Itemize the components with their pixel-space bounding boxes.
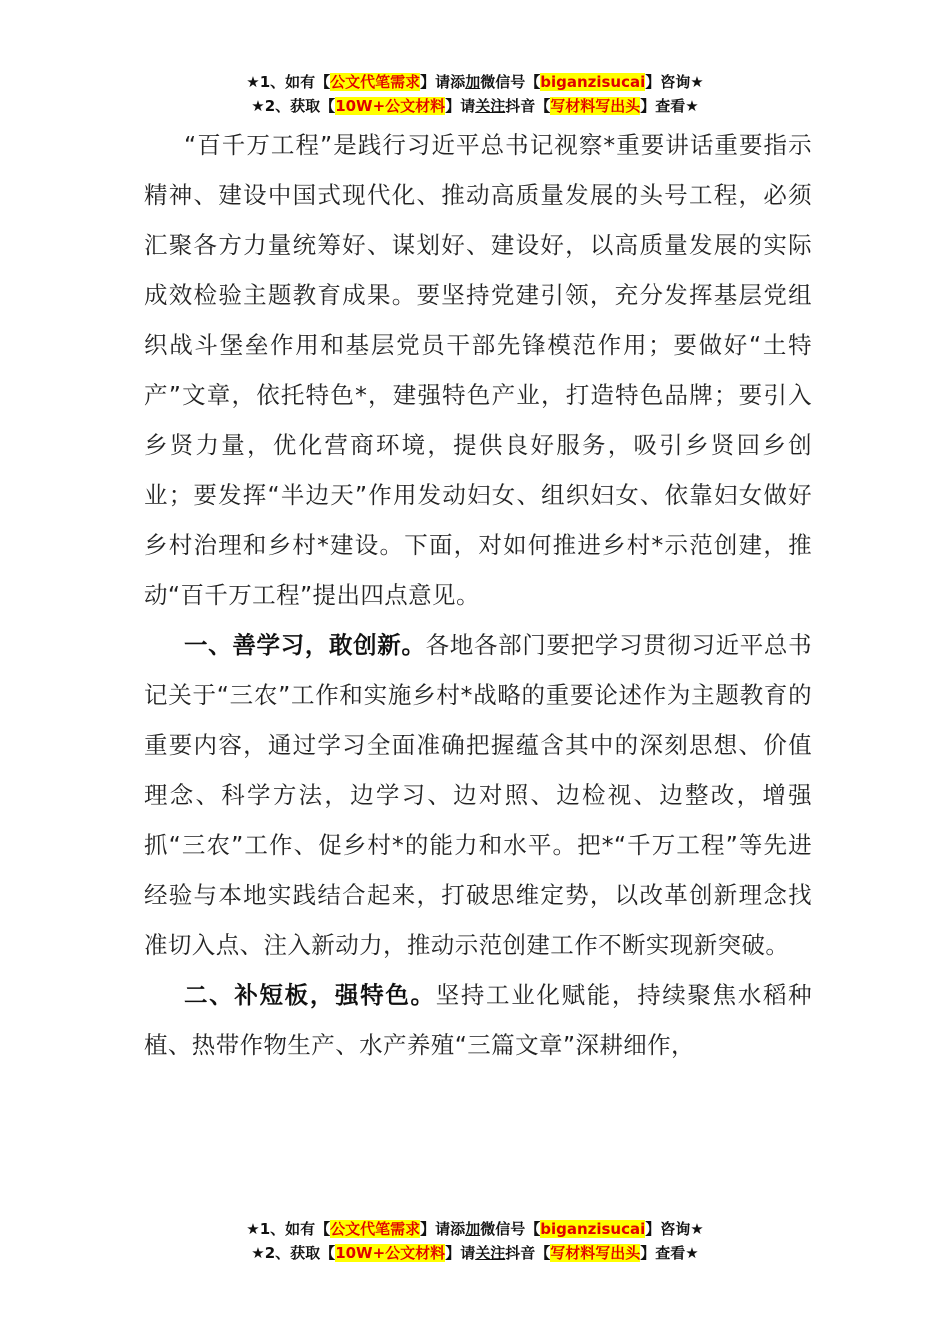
- banner-text: 】查看★: [640, 1244, 699, 1262]
- banner-text: ★2、获取【: [251, 1244, 336, 1262]
- banner-line-2: [0, 1241, 950, 1265]
- banner-text: 】查看★: [640, 97, 699, 115]
- banner-text: 微信号【: [480, 73, 541, 91]
- paragraph-section-2: [144, 970, 812, 1070]
- paragraph-section-1: [144, 620, 812, 970]
- banner-highlight: 10W+公文材料: [335, 1244, 446, 1262]
- banner-highlight: biganzisucai: [540, 1220, 646, 1238]
- banner-line-1: [0, 70, 950, 94]
- banner-underline: 关注: [475, 97, 506, 115]
- paragraph-intro: [144, 120, 812, 620]
- paragraph-text: “百千万工程”是践行习近平总书记视察*重要讲话重要指示精神、建设中国式现代化、推动高质量发展的头号工程，必须汇聚各方力量统筹好、谋划好、建设好，以高质量发展的实际成效检验主题教育成果。要坚持党建引领，充分发挥基层党组织战斗堡垒作用和基层党员干部先锋模范作用；要做好“土特产”文章，依托特色*，建强特色产业，打造特色品牌；要引入乡贤力量，优化营商环境，提供良好服务，吸引乡贤回乡创业；要发挥“半边天”作用发动妇女、组织妇女、依靠妇女做好乡村治理和乡村*建设。下面，对如何推进乡村*示范创建，推动“百千万工程”提出四点意见。: [144, 131, 812, 609]
- section-heading: 二、补短板，强特色。: [184, 981, 436, 1009]
- banner-text: 】咨询★: [645, 1220, 704, 1238]
- header-banner: [0, 70, 950, 118]
- banner-text: 抖音【: [505, 97, 551, 115]
- banner-line-2: [0, 94, 950, 118]
- section-heading: 一、善学习，敢创新。: [184, 631, 426, 659]
- banner-highlight: 公文代笔需求: [330, 1220, 421, 1238]
- banner-underline: 加: [465, 73, 481, 91]
- banner-text: 】请添: [420, 73, 466, 91]
- banner-line-1: [0, 1217, 950, 1241]
- paragraph-text: 各地各部门要把学习贯彻习近平总书记关于“三农”工作和实施乡村*战略的重要论述作为主题教育的重要内容，通过学习全面准确把握蕴含其中的深刻思想、价值理念、科学方法，边学习、边对照、边检视、边整改，增强抓“三农”工作、促乡村*的能力和水平。把*“千万工程”等先进经验与本地实践结合起来，打破思维定势，以改革创新理念找准切入点、注入新动力，推动示范创建工作不断实现新突破。: [144, 631, 812, 959]
- banner-text: ★1、如有【: [246, 1220, 331, 1238]
- banner-text: ★2、获取【: [251, 97, 336, 115]
- banner-underline: 加: [465, 1220, 481, 1238]
- banner-highlight: 公文代笔需求: [330, 73, 421, 91]
- banner-text: 】咨询★: [645, 73, 704, 91]
- banner-text: 抖音【: [505, 1244, 551, 1262]
- banner-highlight: biganzisucai: [540, 73, 646, 91]
- banner-highlight: 10W+公文材料: [335, 97, 446, 115]
- paragraph-text: 坚持工业化赋能，持续聚焦水稻种植、热带作物生产、水产养殖“三篇文章”深耕细作，: [144, 981, 813, 1059]
- banner-text: 】请添: [420, 1220, 466, 1238]
- banner-text: 微信号【: [480, 1220, 541, 1238]
- document-body: [144, 120, 812, 1070]
- banner-underline: 关注: [475, 1244, 506, 1262]
- footer-banner: [0, 1217, 950, 1265]
- banner-highlight: 写材料写出头: [550, 1244, 641, 1262]
- banner-text: 】请: [445, 1244, 476, 1262]
- banner-highlight: 写材料写出头: [550, 97, 641, 115]
- banner-text: 】请: [445, 97, 476, 115]
- banner-text: ★1、如有【: [246, 73, 331, 91]
